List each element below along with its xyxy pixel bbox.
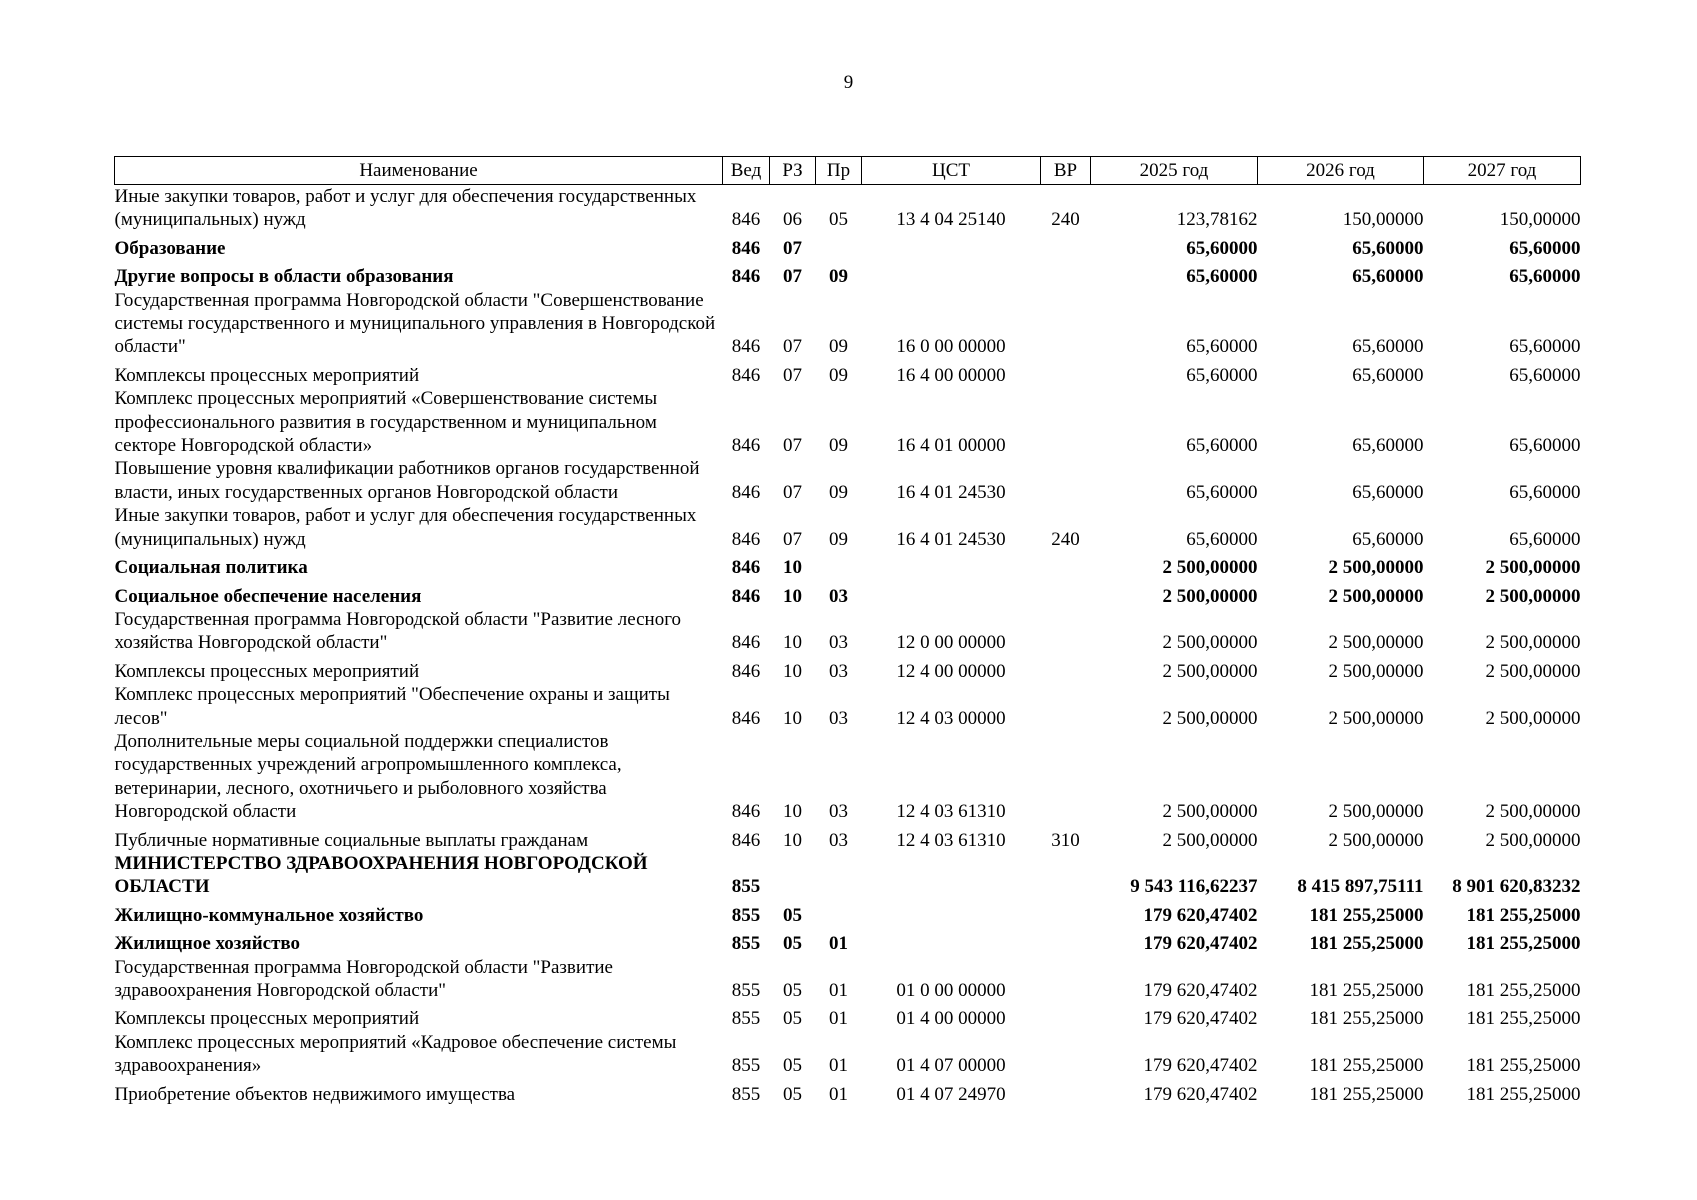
row-vr: [1041, 852, 1091, 899]
row-rz: 07: [783, 266, 802, 288]
row-2026: 181 255,25000: [1309, 904, 1424, 926]
row-2026: 2 500,00000: [1328, 801, 1424, 823]
row-pr: 01: [829, 1083, 848, 1105]
row-vr: [1041, 457, 1091, 504]
row-vr: [1041, 1078, 1091, 1106]
table-row: [115, 580, 1581, 608]
row-ved: 846: [731, 364, 761, 386]
row-ved: 855: [731, 1055, 761, 1077]
table-row: [115, 1031, 1581, 1078]
row-2026: 2 500,00000: [1328, 585, 1424, 607]
table-row: [115, 504, 1581, 551]
row-pr: 03: [829, 707, 848, 729]
row-cst: [862, 927, 1041, 955]
table-row: [115, 260, 1581, 288]
row-rz: 10: [783, 801, 802, 823]
row-2026: 65,60000: [1352, 237, 1424, 259]
row-ved: 855: [731, 1083, 761, 1105]
row-2027: 150,00000: [1499, 209, 1581, 231]
header-name: Наименование: [115, 157, 723, 185]
row-name: Жилищно-коммунальное хозяйство: [114, 904, 424, 926]
row-rz: 10: [783, 829, 802, 851]
row-2027: 65,60000: [1509, 435, 1581, 457]
row-pr: 09: [829, 435, 848, 457]
row-name: Государственная программа Новгородской области "Совершенствование системы государственного и муниципального управления в Новгородской области": [114, 289, 716, 358]
row-name: Комплекс процессных мероприятий «Совершенствование системы профессионального развития в государственном и муниципальном секторе Новгородской области»: [114, 388, 658, 457]
row-name: Комплексы процессных мероприятий: [114, 660, 420, 682]
row-rz: 10: [783, 632, 802, 654]
row-ved: 846: [731, 829, 761, 851]
row-name: Образование: [114, 237, 226, 259]
row-rz: [770, 852, 816, 899]
row-cst: 01 4 07 00000: [896, 1055, 1006, 1077]
table-row: [115, 655, 1581, 683]
table-row: [115, 457, 1581, 504]
row-2027: 181 255,25000: [1466, 980, 1581, 1001]
row-name: Комплекс процессных мероприятий "Обеспечение охраны и защиты лесов": [114, 684, 670, 729]
row-cst: 16 4 01 24530: [896, 481, 1006, 503]
row-2026: 65,60000: [1352, 266, 1424, 288]
row-cst: 01 4 00 00000: [896, 1008, 1006, 1030]
row-2025: 2 500,00000: [1162, 632, 1258, 654]
row-2027: 181 255,25000: [1466, 904, 1581, 926]
row-cst: 12 0 00 00000: [896, 632, 1006, 654]
row-cst: 16 4 01 00000: [896, 435, 1006, 457]
row-vr: [1041, 387, 1091, 457]
row-2025: 179 620,47402: [1143, 933, 1258, 955]
row-name: Дополнительные меры социальной поддержки специалистов государственных учреждений агропромышленного комплекса, ветеринарии, лесного, охотничьего и рыболовного хозяйства Новгородской области: [114, 730, 622, 823]
header-vr: ВР: [1041, 157, 1091, 185]
row-vr: [1041, 899, 1091, 927]
row-vr: [1041, 655, 1091, 683]
table-row: [115, 1002, 1581, 1030]
row-cst: [862, 232, 1041, 260]
row-vr: 240: [1051, 528, 1080, 550]
row-ved: 846: [731, 801, 761, 823]
table-row: [115, 824, 1581, 852]
row-pr: 03: [829, 585, 848, 607]
row-pr: 05: [829, 209, 848, 231]
row-ved: 846: [731, 266, 761, 288]
row-name: МИНИСТЕРСТВО ЗДРАВООХРАНЕНИЯ НОВГОРОДСКОЙ ОБЛАСТИ: [114, 852, 648, 898]
header-rz: РЗ: [770, 157, 816, 185]
row-ved: 846: [731, 528, 761, 550]
row-rz: 07: [783, 237, 802, 259]
row-cst: [862, 260, 1041, 288]
table-row: [115, 185, 1581, 232]
row-vr: [1041, 260, 1091, 288]
row-2025: 2 500,00000: [1162, 707, 1258, 729]
row-vr: [1041, 1031, 1091, 1078]
row-vr: [1041, 927, 1091, 955]
header-cst: ЦСТ: [862, 157, 1041, 185]
row-name: Социальная политика: [114, 557, 308, 579]
row-vr: [1041, 289, 1091, 359]
row-2026: 181 255,25000: [1309, 980, 1424, 1001]
row-pr: 09: [829, 481, 848, 503]
row-pr: [816, 852, 862, 899]
row-pr: 03: [829, 632, 848, 654]
row-vr: 240: [1051, 209, 1080, 231]
header-2025: 2025 год: [1091, 157, 1258, 185]
row-2025: 65,60000: [1186, 528, 1258, 550]
row-2025: 179 620,47402: [1143, 1055, 1258, 1077]
row-cst: 12 4 03 61310: [896, 829, 1006, 851]
row-2025: 2 500,00000: [1162, 829, 1258, 851]
row-2026: 2 500,00000: [1328, 829, 1424, 851]
row-name: Приобретение объектов недвижимого имущества: [114, 1083, 516, 1105]
row-vr: [1041, 1002, 1091, 1030]
row-name: Социальное обеспечение населения: [114, 585, 422, 607]
row-rz: 10: [783, 585, 802, 607]
table-header-row: [115, 157, 1581, 185]
row-2027: 65,60000: [1509, 237, 1581, 259]
row-2025: 2 500,00000: [1162, 557, 1258, 579]
table-row: [115, 232, 1581, 260]
row-cst: 16 4 00 00000: [896, 364, 1006, 386]
row-name: Публичные нормативные социальные выплаты гражданам: [114, 829, 589, 851]
header-ved: Вед: [723, 157, 770, 185]
row-vr: 310: [1051, 829, 1080, 851]
row-vr: [1041, 683, 1091, 730]
row-2026: 65,60000: [1352, 481, 1424, 503]
table-row: [115, 359, 1581, 387]
table-row: [115, 608, 1581, 655]
row-ved: 855: [731, 904, 761, 926]
row-ved: 846: [731, 481, 761, 503]
row-rz: 07: [783, 435, 802, 457]
row-2027: 65,60000: [1509, 528, 1581, 550]
row-rz: 07: [783, 336, 802, 358]
row-2025: 65,60000: [1186, 336, 1258, 358]
row-2027: 2 500,00000: [1485, 707, 1581, 729]
row-ved: 846: [731, 435, 761, 457]
row-2027: 181 255,25000: [1466, 1008, 1581, 1030]
table-row: [115, 852, 1581, 899]
row-pr: 09: [829, 336, 848, 358]
row-name: Государственная программа Новгородской области "Развитие здравоохранения Новгородской области": [114, 956, 613, 1001]
row-pr: 09: [829, 364, 848, 386]
row-rz: 10: [783, 660, 802, 682]
row-2026: 2 500,00000: [1328, 557, 1424, 579]
row-2026: 8 415 897,75111: [1297, 876, 1424, 898]
row-2027: 181 255,25000: [1466, 933, 1581, 955]
row-vr: [1041, 551, 1091, 579]
row-cst: 01 0 00 00000: [896, 980, 1006, 1001]
row-2027: 2 500,00000: [1485, 660, 1581, 682]
row-name: Комплекс процессных мероприятий «Кадровое обеспечение системы здравоохранения»: [114, 1031, 677, 1077]
row-name: Иные закупки товаров, работ и услуг для обеспечения государственных (муниципальных) нужд: [114, 186, 697, 231]
row-2025: 2 500,00000: [1162, 801, 1258, 823]
row-ved: 855: [731, 876, 761, 898]
row-pr: 01: [829, 1008, 848, 1030]
row-rz: 07: [783, 364, 802, 386]
table-body: [115, 185, 1581, 1107]
row-pr: [816, 551, 862, 579]
row-2026: 65,60000: [1352, 336, 1424, 358]
row-vr: [1041, 956, 1091, 1003]
row-2026: 150,00000: [1342, 209, 1424, 231]
row-ved: 846: [731, 585, 761, 607]
row-pr: 03: [829, 660, 848, 682]
row-rz: 05: [783, 980, 802, 1001]
row-pr: 01: [829, 980, 848, 1001]
row-2027: 2 500,00000: [1485, 632, 1581, 654]
row-2026: 2 500,00000: [1328, 632, 1424, 654]
row-pr: 09: [829, 528, 848, 550]
row-2026: 65,60000: [1352, 435, 1424, 457]
header-2027: 2027 год: [1424, 157, 1581, 185]
row-2025: 2 500,00000: [1162, 660, 1258, 682]
row-name: Другие вопросы в области образования: [114, 266, 454, 288]
table-row: [115, 387, 1581, 457]
row-rz: 05: [783, 933, 802, 955]
table-row: [115, 551, 1581, 579]
row-name: Государственная программа Новгородской области "Развитие лесного хозяйства Новгородской области": [114, 608, 682, 654]
row-2025: 2 500,00000: [1162, 585, 1258, 607]
row-ved: 846: [731, 707, 761, 729]
row-cst: [862, 580, 1041, 608]
row-2027: 65,60000: [1509, 336, 1581, 358]
row-name: Повышение уровня квалификации работников органов государственной власти, иных государственных органов Новгородской области: [114, 458, 700, 503]
budget-table: [114, 156, 1581, 1106]
row-pr: [816, 232, 862, 260]
row-rz: 05: [783, 904, 802, 926]
row-rz: 05: [783, 1083, 802, 1105]
row-2027: 181 255,25000: [1466, 1083, 1581, 1105]
row-ved: 846: [731, 632, 761, 654]
row-ved: 846: [731, 557, 761, 579]
row-2027: 181 255,25000: [1466, 1055, 1581, 1077]
table-row: [115, 730, 1581, 824]
row-vr: [1041, 608, 1091, 655]
row-rz: 07: [783, 481, 802, 503]
row-2026: 65,60000: [1352, 364, 1424, 386]
row-cst: 16 0 00 00000: [896, 336, 1006, 358]
row-2027: 65,60000: [1509, 481, 1581, 503]
row-name: Комплексы процессных мероприятий: [114, 1008, 420, 1030]
row-2027: 2 500,00000: [1485, 829, 1581, 851]
row-pr: 09: [829, 266, 848, 288]
row-rz: 10: [783, 557, 802, 579]
row-cst: 16 4 01 24530: [896, 528, 1006, 550]
row-2025: 65,60000: [1186, 237, 1258, 259]
row-ved: 846: [731, 237, 761, 259]
row-2026: 2 500,00000: [1328, 707, 1424, 729]
row-ved: 846: [731, 209, 761, 231]
header-pr: Пр: [816, 157, 862, 185]
row-2025: 65,60000: [1186, 266, 1258, 288]
row-cst: [862, 551, 1041, 579]
row-2027: 65,60000: [1509, 364, 1581, 386]
row-2025: 65,60000: [1186, 435, 1258, 457]
row-2025: 179 620,47402: [1143, 1008, 1258, 1030]
row-ved: 855: [731, 933, 761, 955]
row-2026: 181 255,25000: [1309, 1083, 1424, 1105]
header-2026: 2026 год: [1258, 157, 1424, 185]
row-cst: 01 4 07 24970: [896, 1083, 1006, 1105]
row-2026: 181 255,25000: [1309, 1008, 1424, 1030]
row-2027: 65,60000: [1509, 266, 1581, 288]
row-cst: [862, 852, 1041, 899]
table-row: [115, 289, 1581, 359]
row-2027: 2 500,00000: [1485, 801, 1581, 823]
page-number: 9: [843, 72, 854, 93]
row-pr: 03: [829, 829, 848, 851]
row-2026: 181 255,25000: [1309, 1055, 1424, 1077]
row-2026: 65,60000: [1352, 528, 1424, 550]
row-name: Жилищное хозяйство: [114, 933, 301, 955]
row-2025: 179 620,47402: [1143, 1083, 1258, 1105]
row-rz: 10: [783, 707, 802, 729]
row-vr: [1041, 580, 1091, 608]
row-cst: [862, 899, 1041, 927]
row-vr: [1041, 232, 1091, 260]
table-row: [115, 1078, 1581, 1106]
row-cst: 13 4 04 25140: [896, 209, 1006, 231]
row-ved: 855: [731, 980, 761, 1001]
row-ved: 846: [731, 660, 761, 682]
table-row: [115, 956, 1581, 1003]
row-2027: 2 500,00000: [1485, 585, 1581, 607]
row-rz: 07: [783, 528, 802, 550]
row-2025: 65,60000: [1186, 481, 1258, 503]
row-pr: [816, 899, 862, 927]
row-pr: 01: [829, 933, 848, 955]
row-2027: 8 901 620,83232: [1452, 876, 1581, 898]
row-rz: 06: [783, 209, 802, 231]
row-pr: 01: [829, 1055, 848, 1077]
row-2027: 2 500,00000: [1485, 557, 1581, 579]
row-name: Иные закупки товаров, работ и услуг для обеспечения государственных (муниципальных) нужд: [114, 505, 697, 550]
row-ved: 846: [731, 336, 761, 358]
row-name: Комплексы процессных мероприятий: [114, 364, 420, 386]
row-cst: 12 4 03 61310: [896, 801, 1006, 823]
table-row: [115, 899, 1581, 927]
row-cst: 12 4 03 00000: [896, 707, 1006, 729]
row-pr: 03: [829, 801, 848, 823]
table-row: [115, 683, 1581, 730]
row-cst: 12 4 00 00000: [896, 660, 1006, 682]
row-2026: 181 255,25000: [1309, 933, 1424, 955]
row-2025: 179 620,47402: [1143, 904, 1258, 926]
row-rz: 05: [783, 1055, 802, 1077]
row-2025: 65,60000: [1186, 364, 1258, 386]
row-ved: 855: [731, 1008, 761, 1030]
row-2025: 179 620,47402: [1143, 980, 1258, 1001]
row-2025: 9 543 116,62237: [1130, 876, 1258, 898]
table-row: [115, 927, 1581, 955]
row-2025: 123,78162: [1176, 209, 1258, 231]
row-vr: [1041, 359, 1091, 387]
row-2026: 2 500,00000: [1328, 660, 1424, 682]
row-rz: 05: [783, 1008, 802, 1030]
row-vr: [1041, 730, 1091, 824]
